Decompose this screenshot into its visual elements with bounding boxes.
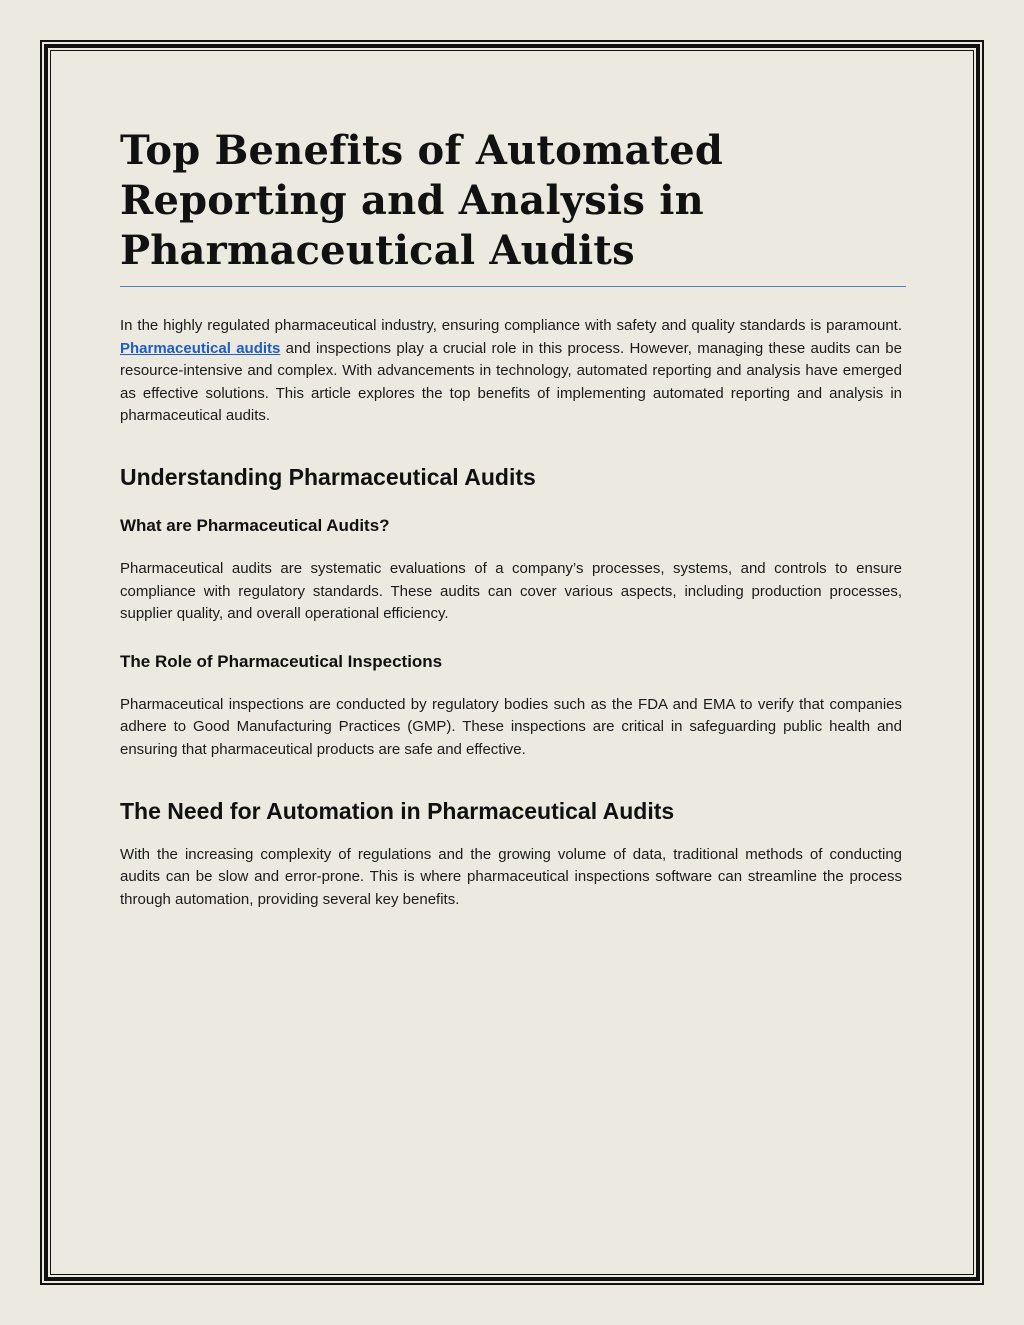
section-heading-understanding: Understanding Pharmaceutical Audits (120, 463, 536, 490)
pharmaceutical-audits-link[interactable]: Pharmaceutical audits (120, 339, 281, 357)
intro-text-before-link: In the highly regulated pharmaceutical industry, ensuring compliance with safety and quality standards is paramount. (120, 317, 902, 334)
section-heading-need-for-automation: The Need for Automation in Pharmaceutical Audits (120, 797, 675, 824)
page-title: Top Benefits of Automated Reporting and Analysis in Pharmaceutical Audits (120, 118, 906, 287)
paragraph-need-for-automation: With the increasing complexity of regulations and the growing volume of data, traditional methods of conducting audits can be slow and error-prone. This is where pharmaceutical inspections software can streamline the process through automation, providing several key benefits. (120, 845, 902, 908)
subsection-heading-what-are-audits: What are Pharmaceutical Audits? (120, 515, 390, 535)
paragraph-role-of-inspections: Pharmaceutical inspections are conducted by regulatory bodies such as the FDA and EMA to verify that companies adhere to Good Manufacturing Practices (GMP). These inspections are critical in safeguarding public health and ensuring that pharmaceutical products are safe and effective. (120, 695, 902, 758)
intro-text-after-link: and inspections play a crucial role in this process. However, managing these audits can be resource-intensive and complex. With advancements in technology, automated reporting and analysis have emerged as effective solutions. This article explores the top benefits of implementing automated reporting and analysis in pharmaceutical audits. (120, 339, 902, 425)
document-body (120, 118, 906, 911)
subsection-heading-role-of-inspections: The Role of Pharmaceutical Inspections (120, 651, 443, 671)
intro-paragraph (120, 315, 902, 428)
paragraph-what-are-audits: Pharmaceutical audits are systematic evaluations of a company’s processes, systems, and controls to ensure compliance with regulatory standards. These audits can cover various aspects, including production processes, supplier quality, and overall operational efficiency. (120, 559, 902, 623)
